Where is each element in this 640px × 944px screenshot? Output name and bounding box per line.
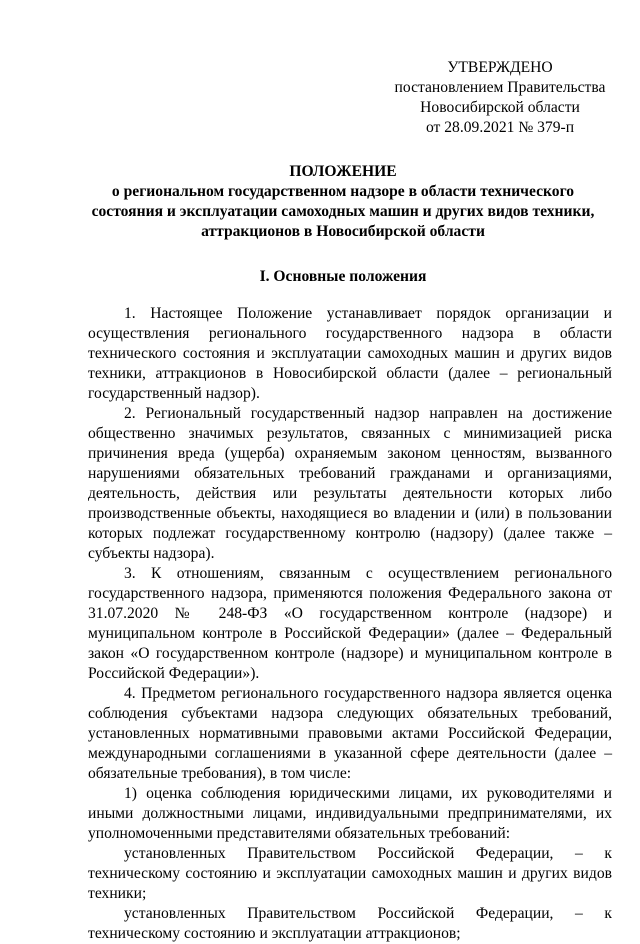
paragraph-4-item-1-a: установленных Правительством Российской Федерации, – к техническому состоянию и эксплуатации самоходных машин и других видов техники; (88, 845, 612, 902)
paragraph-4-item-1: 1) оценка соблюдения юридическими лицами, их руководителями и иными должностными лицами, индивидуальными предпринимателями, их уполномоченными представителями обязательных требований: (88, 785, 612, 842)
document-subtitle-line-1: о региональном государственном надзоре в области технического (111, 183, 575, 200)
paragraph-4-item-1-b: установленных Правительством Российской Федерации, – к техническому состоянию и эксплуатации аттракционов; (88, 905, 612, 942)
paragraph-3: 3. К отношениям, связанным с осуществлением регионального государственного надзора, применяются положения Федерального закона от 31.07.2020 № 248-ФЗ «О государственном контроле (надзоре) и муниципальном контроле в Российской Федерации» (далее – Федеральный закон «О государственном контроле (надзоре) и муниципальном контроле в Российской Федерации»). (88, 565, 612, 682)
paragraph-2: 2. Региональный государственный надзор направлен на достижение общественно значимых результатов, связанных с минимизацией риска причинения вреда (ущерба) охраняемым законом ценностям, вызванного нарушениями обязательных требований гражданами и организациями, деятельность, действия или результаты деятельности которых либо производственные объекты, находящиеся во владении и (или) в пользовании которых подлежат государственному контролю (надзору) (далее также – субъекты надзора). (88, 405, 612, 562)
document-subtitle-line-3: аттракционов в Новосибирской области (201, 223, 485, 240)
approval-decree: постановлением Правительства (394, 79, 606, 96)
section-heading: I. Основные положения (259, 268, 427, 285)
document-body (88, 304, 612, 944)
paragraph-4: 4. Предметом регионального государственного надзора является оценка соблюдения субъектами надзора следующих обязательных требований, установленных нормативными правовыми актами Российской Федерации, международными соглашениями в указанной сфере деятельности (далее – обязательные требования), в том числе: (88, 685, 612, 782)
document-subtitle-line-2: состояния и эксплуатации самоходных машин и других видов техники, (91, 203, 595, 220)
document-title-block (88, 162, 598, 242)
paragraph-1: 1. Настоящее Положение устанавливает порядок организации и осуществления регионального государственного надзора в области технического состояния и эксплуатации самоходных машин и других видов техники, аттракционов в Новосибирской области (далее – региональный государственный надзор). (88, 305, 612, 402)
document-title: ПОЛОЖЕНИЕ (289, 163, 397, 180)
approval-region: Новосибирской области (420, 99, 580, 116)
approval-stamp (380, 58, 620, 138)
approval-heading: УТВЕРЖДЕНО (447, 59, 553, 76)
approval-date-number: от 28.09.2021 № 379-п (425, 119, 575, 136)
